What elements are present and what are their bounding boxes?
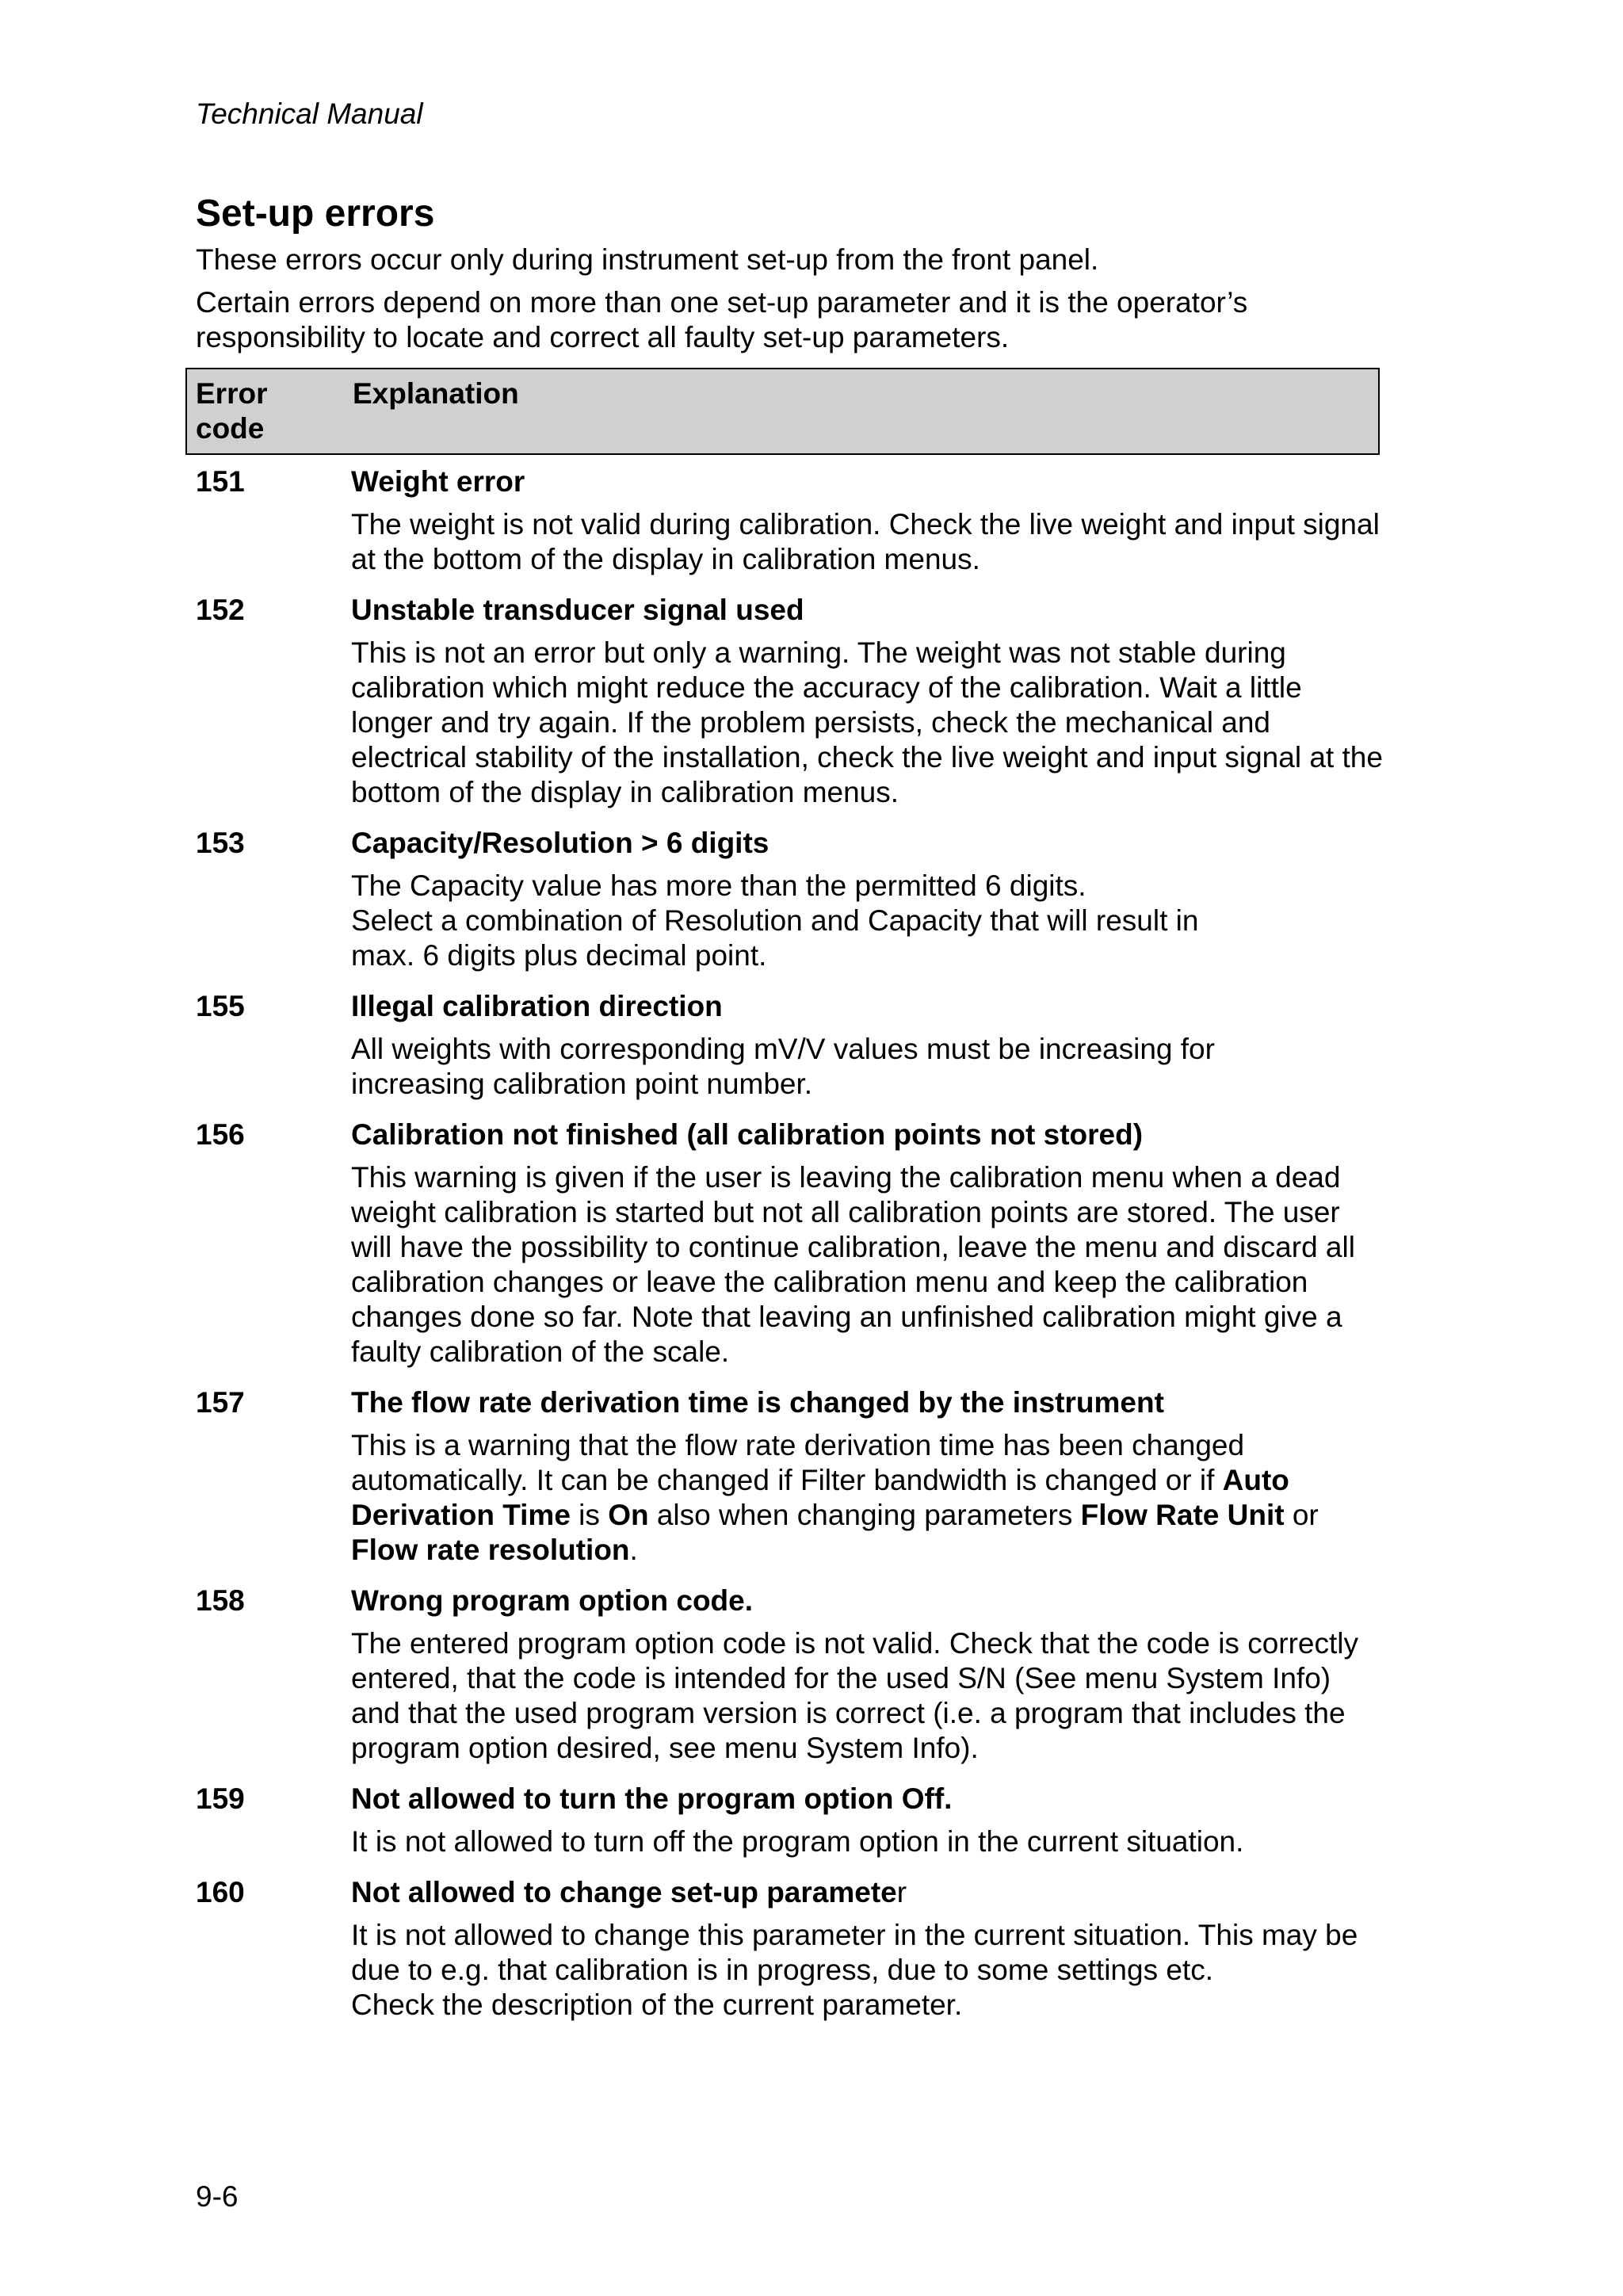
table-header [185, 368, 1380, 455]
description-text: The weight is not valid during calibration. Check the live weight and input signal at the bottom of the display in calibration menus. [351, 508, 1380, 575]
header-explanation: Explanation [353, 377, 519, 410]
error-code: 160 [196, 1876, 245, 1908]
error-explanation [351, 1117, 1384, 1370]
description-text: The Capacity value has more than the permitted 6 digits. [351, 869, 1086, 902]
error-description [351, 636, 1384, 810]
running-header: Technical Manual [196, 97, 423, 130]
error-description [351, 507, 1384, 577]
description-text: It is not allowed to turn off the program option in the current situation. [351, 1825, 1244, 1858]
table-row [196, 593, 1384, 810]
error-title-text: Weight error [351, 465, 525, 498]
description-text: This is a warning that the flow rate derivation time has been changed automatically. It can be changed if Filter bandwidth is changed or if [351, 1429, 1245, 1496]
error-code: 152 [196, 594, 245, 626]
description-text: It is not allowed to change this parameter in the current situation. This may be due to e.g. that calibration is in progress, due to some settings etc. [351, 1919, 1358, 1986]
table-row [196, 1782, 1384, 1859]
error-title [351, 593, 1384, 628]
error-title-text: Calibration not finished (all calibration points not stored) [351, 1118, 1144, 1151]
description-text: Select a combination of Resolution and Capacity that will result in [351, 904, 1199, 937]
section-title: Set-up errors [196, 193, 435, 235]
error-title [351, 989, 1384, 1024]
error-title [351, 1875, 1384, 1910]
error-title-text: Not allowed to change set-up paramete [351, 1876, 897, 1908]
description-text: This is not an error but only a warning. The weight was not stable during calibration which might reduce the accuracy of the calibration. Wait a little longer and try again. If the problem persists, check the mechanical and electrical stability of the installation, check the live weight and input signal at the bottom of the display in calibration menus. [351, 636, 1383, 808]
description-text: also when changing parameters [648, 1499, 1081, 1531]
error-explanation [351, 593, 1384, 810]
error-title-text: Wrong program option code. [351, 1584, 754, 1617]
error-code: 158 [196, 1584, 245, 1617]
intro-paragraph-2: Certain errors depend on more than one set-up parameter and it is the operator’s responsibility to locate and correct all faulty set-up parameters. [196, 286, 1248, 353]
error-code: 151 [196, 465, 245, 498]
error-explanation [351, 1782, 1384, 1859]
error-description [351, 869, 1384, 973]
error-code: 155 [196, 990, 245, 1022]
error-code: 153 [196, 827, 245, 859]
error-code: 157 [196, 1386, 245, 1419]
table-row [196, 1117, 1384, 1370]
page-number: 9-6 [196, 2180, 239, 2213]
error-explanation [351, 989, 1384, 1102]
table-row [196, 464, 1384, 577]
description-bold-term: Auto Derivation Time [351, 1464, 1289, 1531]
error-explanation [351, 464, 1384, 577]
table-row [196, 1875, 1384, 2023]
error-explanation [351, 826, 1384, 973]
description-text: All weights with corresponding mV/V values must be increasing for [351, 1033, 1215, 1065]
header-error-code-line2: code [196, 412, 265, 445]
intro-paragraph-1: These errors occur only during instrument set-up from the front panel. [196, 243, 1099, 276]
error-explanation [351, 1875, 1384, 2023]
error-description [351, 1918, 1384, 2023]
error-title [351, 464, 1384, 499]
description-bold-term: Flow rate resolution [351, 1534, 630, 1566]
error-explanation [351, 1385, 1384, 1568]
description-bold-term: Flow Rate Unit [1080, 1499, 1285, 1531]
table-row [196, 1584, 1384, 1766]
table-row [196, 989, 1384, 1102]
error-title-text: Not allowed to turn the program option Off. [351, 1782, 953, 1815]
error-code: 156 [196, 1118, 245, 1151]
description-text: . [629, 1534, 638, 1566]
error-title-text: Capacity/Resolution > 6 digits [351, 827, 769, 859]
error-title-text: Illegal calibration direction [351, 990, 723, 1022]
description-bold-term: On [608, 1499, 649, 1531]
error-table-body [196, 464, 1384, 2023]
header-error-code [196, 376, 338, 446]
error-title [351, 1117, 1384, 1152]
description-text: increasing calibration point number. [351, 1068, 813, 1100]
error-code: 159 [196, 1782, 245, 1815]
error-title-text: Unstable transducer signal used [351, 594, 804, 626]
error-description [351, 1160, 1384, 1370]
description-text: Check the description of the current parameter. [351, 1988, 963, 2021]
error-description [351, 1626, 1384, 1766]
table-row [196, 826, 1384, 973]
description-text: This warning is given if the user is leaving the calibration menu when a dead weight calibration is started but not all calibration points are stored. The user will have the possibility to continue calibration, leave the menu and discard all calibration changes or leave the calibration menu and keep the calibration changes done so far. Note that leaving an unfinished calibration might give a faulty calibration of the scale. [351, 1161, 1355, 1368]
error-title [351, 1385, 1384, 1420]
table-row [196, 1385, 1384, 1568]
error-title-text: The flow rate derivation time is changed by the instrument [351, 1386, 1164, 1419]
error-description [351, 1428, 1384, 1568]
error-explanation [351, 1584, 1384, 1766]
description-text: The entered program option code is not valid. Check that the code is correctly entered, that the code is intended for the used S/N (See menu System Info) and that the used program version is correct (i.e. a program that includes the program option desired, see menu System Info). [351, 1627, 1359, 1764]
description-text: or [1284, 1499, 1319, 1531]
description-text: is [570, 1499, 609, 1531]
header-error-code-line1: Error [196, 377, 268, 410]
error-description [351, 1824, 1384, 1859]
error-description [351, 1032, 1384, 1102]
error-title [351, 1782, 1384, 1817]
description-text: max. 6 digits plus decimal point. [351, 939, 767, 972]
error-title-tail: r [896, 1876, 907, 1908]
setup-errors-section [196, 190, 1384, 2038]
error-title [351, 1584, 1384, 1618]
error-title [351, 826, 1384, 861]
